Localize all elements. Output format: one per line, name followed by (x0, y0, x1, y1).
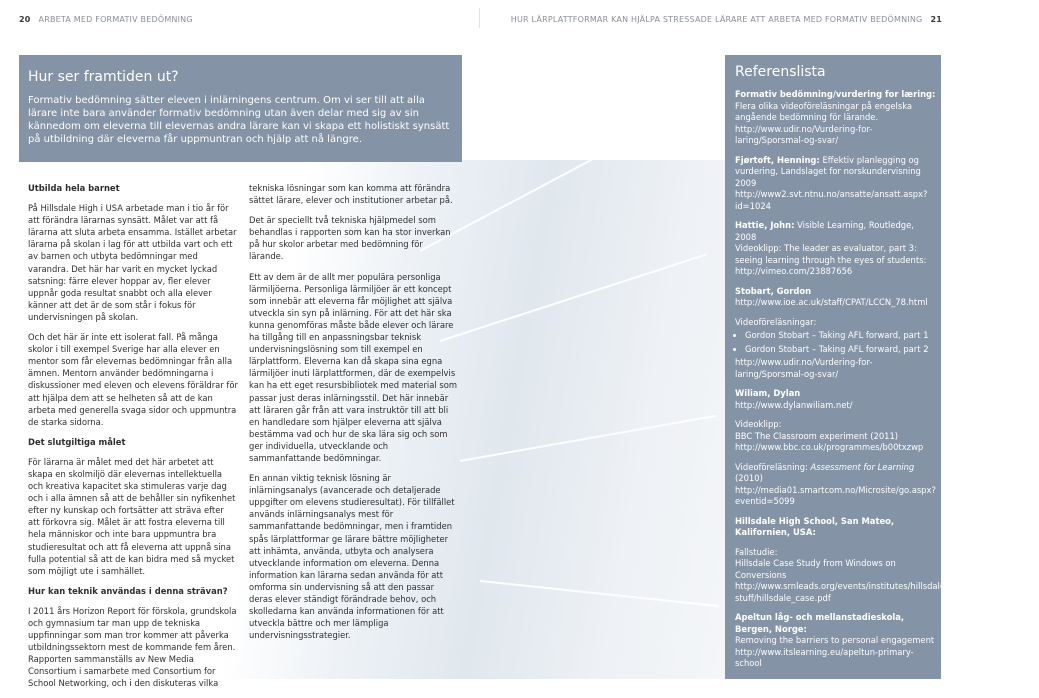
reference-item (735, 89, 937, 147)
reference-author: Wiliam, Dylan (735, 388, 801, 398)
page-number-left: 20 (19, 15, 31, 24)
list-item: • Gordon Stobart – Taking AFL forward, part 2 (745, 344, 937, 356)
reference-item (735, 419, 937, 454)
list-item: • Gordon Stobart – Taking AFL forward, part 1 (745, 330, 937, 342)
reference-text: Removing the barriers to personal engagement (735, 635, 935, 645)
spread-divider (479, 8, 480, 28)
reference-item (735, 317, 937, 381)
reference-link[interactable]: http://media01.smartcom.no/Microsite/go.aspx?eventid=5099 (735, 484, 936, 506)
reference-text: Effektiv planlegging og vurdering, Landslaget for norskundervisning 2009 (735, 154, 921, 188)
reference-title: Assessment for Learning (810, 461, 915, 472)
reference-item (735, 462, 937, 508)
reference-author: Apeltun låg- och mellanstadieskola, Bergen, Norge: (735, 612, 905, 634)
reference-item (735, 516, 937, 539)
paragraph: En annan viktig teknisk lösning är inlärningsanalys (avancerade och detaljerade uppgifter om elevens studieresultat). För tillfället används inlärningsanalys mest för sammanfattande bedömningar, men i framtiden spås lärplattformar ge lärare bättre möjligheter att inhämta, använda, utbyta och analysera utvecklande information om eleverna. Denna information kan lärarna sedan använda för att omforma sin undervisning så att den passar deras elever ständigt förändrade behov, och skolledarna kan använda informationen för att utveckla bättre och mer lämpliga undervisningsstrategier. (249, 473, 455, 641)
section-title: Hur ser framtiden ut? (28, 69, 179, 85)
paragraph: Det är speciellt två tekniska hjälpmedel som behandlas i rapporten som kan ha stor inverkan på hur skolor arbetar med bedömning för lärande. (249, 215, 451, 262)
reference-text: Visible Learning, Routledge, 2008 (735, 220, 914, 242)
reference-author: Hillsdale High School, San Mateo, Kalifornien, USA: (735, 515, 895, 537)
header-right (511, 15, 942, 24)
text-column-1 (28, 182, 238, 698)
reference-link[interactable]: http://vimeo.com/23887656 (735, 266, 853, 276)
paragraph: Ett av dem är de allt mer populära personliga lärmiljöerna. Personliga lärmiljöer är ett koncept som innebär att eleverna får möjlighet att själva utveckla sin syn på inlärning. För att det här ska kunna genomföras måste både elever och lärare ha tillgång till en anpassningsbar teknisk undervisningslösning som till exempel en lärplattform. Eleverna kan då skapa sina egna lärmiljöer inuti lärplattformen, där de exempelvis kan ha ett eget resursbibliotek med material som passar just deras inlärningsstil. Det här innebär att läraren går från att vara instruktör till att bli en handledare som hjälper eleverna att själva bestämma vad och hur de ska lära sig och som ger individuella, utvecklande och sammanfattande bedömningar. (249, 271, 457, 463)
reference-link[interactable]: http://www.udir.no/Vurdering-for-laring/Sporsmal-og-svar/ (735, 357, 873, 379)
reference-text: (2010) (735, 473, 763, 483)
reference-sidebar (725, 55, 1039, 679)
reference-link[interactable]: http://www.udir.no/Vurdering-for-laring/Sporsmal-og-svar/ (735, 123, 873, 145)
header-left (19, 15, 193, 24)
paragraph: På Hillsdale High i USA arbetade man i tio år för att förändra lärarnas synsätt. Målet var att få lärarna att sluta arbeta ensamma. Istället arbetar lärarna på skolan i lag för att utbilda vart och ett av barnen och utbyta bedömningar med varandra. Det här har varit en mycket lyckad satsning: färre elever hoppar av, fler elever uppnår goda resultat snabbt och alla elever känner att det är de som står i fokus för undervisningen på skolan. (28, 203, 237, 322)
reference-author: Fjørtoft, Henning: (735, 154, 820, 165)
intro-text: Formativ bedömning sätter eleven i inlärningens centrum. Om vi ser till att alla lärare inte bara använder formativ bedömning utan även delar med sig av sin kännedom om eleverna till elevernas andra lärare kan vi skapa ett holistiskt synsätt på utbildning där eleverna får uppmuntran och hjälp att nå längre. (28, 95, 450, 145)
reference-text: Flera olika videoföreläsningar på engelska angående bedömning för lärande. (735, 100, 913, 122)
reference-text: Videoföreläsningar: (735, 316, 817, 327)
reference-item (735, 388, 937, 411)
light-streak (460, 415, 716, 462)
reference-text: BBC The Classroom experiment (2011) (735, 430, 899, 441)
heading: Det slutgiltiga målet (28, 436, 126, 447)
reference-item (735, 546, 1039, 605)
text-column-2 (249, 182, 459, 649)
page-number-right: 21 (930, 15, 942, 24)
reference-link[interactable]: http://www.dylanwiliam.net/ (735, 399, 853, 410)
reference-author: Stobart, Gordon (735, 285, 812, 296)
heading: Hur kan teknik användas i denna strävan? (28, 585, 228, 596)
reference-link[interactable]: http://www.bbc.co.uk/programmes/b00txzwp (735, 442, 924, 452)
light-streak (440, 254, 707, 342)
heading: Utbilda hela barnet (28, 183, 120, 193)
reference-text: Hillsdale Case Study from Windows on Conversions (735, 558, 896, 580)
reference-item (735, 286, 937, 309)
paragraph: För lärarna är målet med det här arbetet att skapa en skolmiljö där elevernas intellektuella och kreativa kapacitet ska stimuleras varje dag och i alla ämnen så att de behåller sin nyfikenhet efter ny kunskap och fortsätter att sträva efter att förkovra sig. Målet är att fostra eleverna till hela människor och inte bara uppmuntra bra studieresultat och att få eleverna att uppnå sina fulla potential så att de kan bidra med så mycket som möjligt ute i samhället. (28, 456, 236, 576)
light-streak (480, 580, 719, 607)
reference-link[interactable]: http://www2.svt.ntnu.no/ansatte/ansatt.aspx?id=1024 (735, 189, 928, 211)
running-title-left: ARBETA MED FORMATIV BEDÖMNING (38, 15, 193, 24)
reference-text: Fallstudie: (735, 546, 778, 557)
running-title-right: HUR LÄRPLATTFORMAR KAN HJÄLPA STRESSADE LÄRARE ATT ARBETA MED FORMATIV BEDÖMNING (510, 15, 923, 24)
intro-box (19, 55, 462, 162)
reference-author: Formativ bedömning/vurdering for læring: (735, 89, 936, 99)
reference-link[interactable]: http://www.srnleads.org/events/institutes/hillsdale/hillsdale_files/pre/old-stuff/hillsdale_case.pdf (735, 581, 1039, 603)
reference-text: Videoklipp: The leader as evaluator, part 3: seeing learning through the eyes of students: (735, 243, 927, 265)
reference-link[interactable]: http://www.itslearning.eu/apeltun-primary-school (735, 646, 914, 668)
reference-link[interactable]: http://www.ioe.ac.uk/staff/CPAT/LCCN_78.html (735, 297, 928, 307)
reference-sublist (735, 330, 937, 355)
paragraph: I 2011 års Horizon Report för förskola, grundskola och gymnasium tar man upp de tekniska uppfinningar som man tror kommer att påverka utbildningssektorn mest de kommande fem åren. Rapporten sammanställs av New Media Consortium i samarbete med Consortium for School Networking, och i den diskuteras vilka (28, 605, 237, 689)
reference-author: Hattie, John: (735, 220, 795, 230)
paragraph: tekniska lösningar som kan komma att förändra sättet lärare, elever och institutioner arbetar på. (249, 183, 453, 206)
paragraph: Och det här är inte ett isolerat fall. På många skolor i till exempel Sverige har alla elever en mentor som får elevernas bedömningar från alla ämnen. Mentorn använder bedömningarna i diskussioner med eleven och elevens föräldrar för att hjälpa dem att se helheten så att de kan arbeta med generella svaga sidor och uppmuntra de starka sidorna. (28, 332, 238, 427)
reference-item (735, 220, 937, 278)
reference-text: Videoföreläsning: (735, 461, 811, 472)
reference-text: Videoklipp: (735, 419, 782, 429)
reference-list (735, 89, 1039, 678)
reference-item (735, 612, 937, 670)
sidebar-title: Referenslista (735, 64, 826, 80)
reference-item (735, 155, 937, 213)
